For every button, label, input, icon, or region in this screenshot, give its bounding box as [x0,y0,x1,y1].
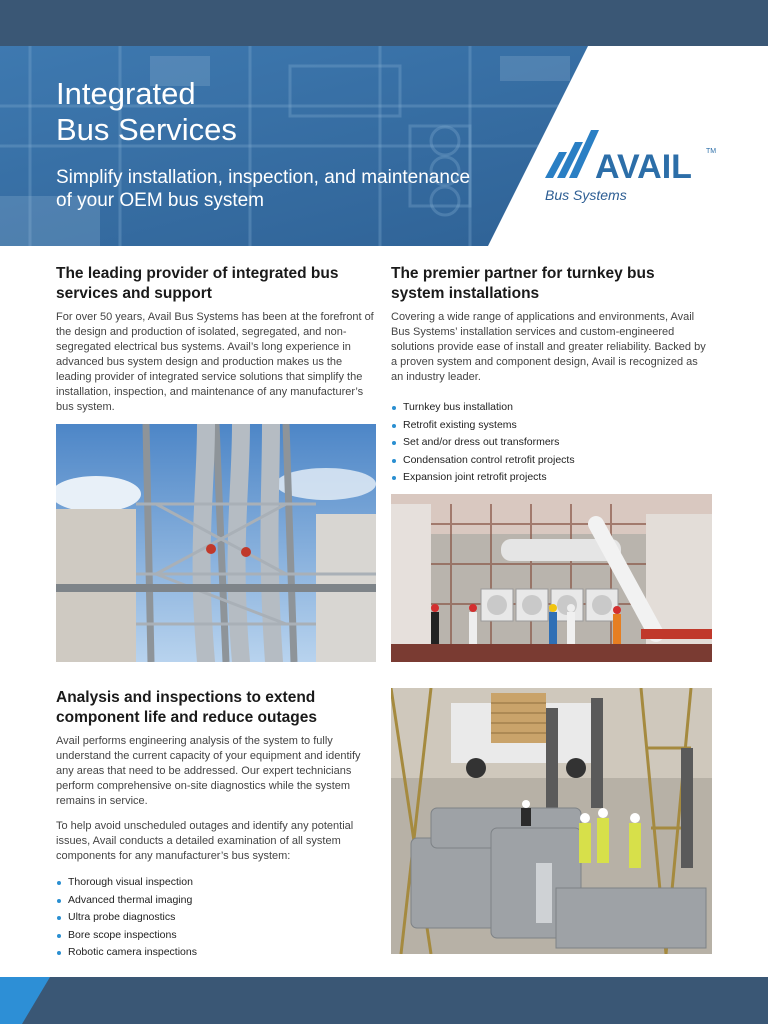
logo-stripes-icon [545,130,599,178]
photo-installation-crew [391,494,712,662]
photo-bus-duct-structure [56,424,376,662]
analysis-body-1: Avail performs engineering analysis of the system to fully understand the current capacity of your equipment and identify any areas that need to be addressed. Our expert technicians perform comprehensive on-site diagnostics while the system remains in service. [56,735,361,807]
logo-trademark: TM [706,148,717,155]
list-item: Bore scope inspections [56,927,376,945]
list-item: Retrofit existing systems [391,417,712,435]
premier-partner-section [391,264,712,487]
top-header-strip [0,0,768,46]
title-line-2: Bus Services [56,112,237,147]
photo-substation-inspection [391,688,712,954]
analysis-body-2: To help avoid unscheduled outages and identify any potential issues, Avail conducts a detailed examination of all system components for any manufacturer’s bus system: [56,820,354,862]
logo-wordmark: AVAIL [595,148,692,186]
leading-provider-body: For over 50 years, Avail Bus Systems has been at the forefront of the design and production of isolated, segregated, and non-segregated electrical bus systems. Avail’s long experience in advanced bus system design and production makes us the leading provider of integrated service solutions that simplify the installation, inspection, and maintenance of any manufacturer’s bus system. [56,311,374,413]
list-item: Turnkey bus installation [391,399,712,417]
installation-services-list [391,399,712,487]
list-item: Condensation control retrofit projects [391,452,712,470]
list-item: Set and/or dress out transformers [391,434,712,452]
list-item: Robotic camera inspections [56,944,376,962]
page-title [56,76,237,148]
footer-accent [0,977,768,1024]
page-subtitle: Simplify installation, inspection, and maintenance of your OEM bus system [56,167,471,211]
title-line-1: Integrated [56,76,196,111]
leading-provider-section [56,264,376,415]
premier-partner-heading: The premier partner for turnkey bus system installations [391,265,655,302]
list-item: Advanced thermal imaging [56,892,376,910]
logo-tagline: Bus Systems [545,187,627,203]
list-item: Ultra probe diagnostics [56,909,376,927]
list-item: Expansion joint retrofit projects [391,469,712,487]
analysis-inspections-section [56,688,376,962]
inspection-services-list [56,874,376,962]
leading-provider-heading: The leading provider of integrated bus services and support [56,265,339,302]
analysis-heading: Analysis and inspections to extend component life and reduce outages [56,689,317,726]
premier-partner-body: Covering a wide range of applications and environments, Avail Bus Systems’ installation services and custom-engineered solutions provide ease of install and greater reliability. Backed by a proven system and component design, Avail is recognized as an industry leader. [391,311,706,383]
footer-strip [0,977,768,1024]
list-item: Thorough visual inspection [56,874,376,892]
